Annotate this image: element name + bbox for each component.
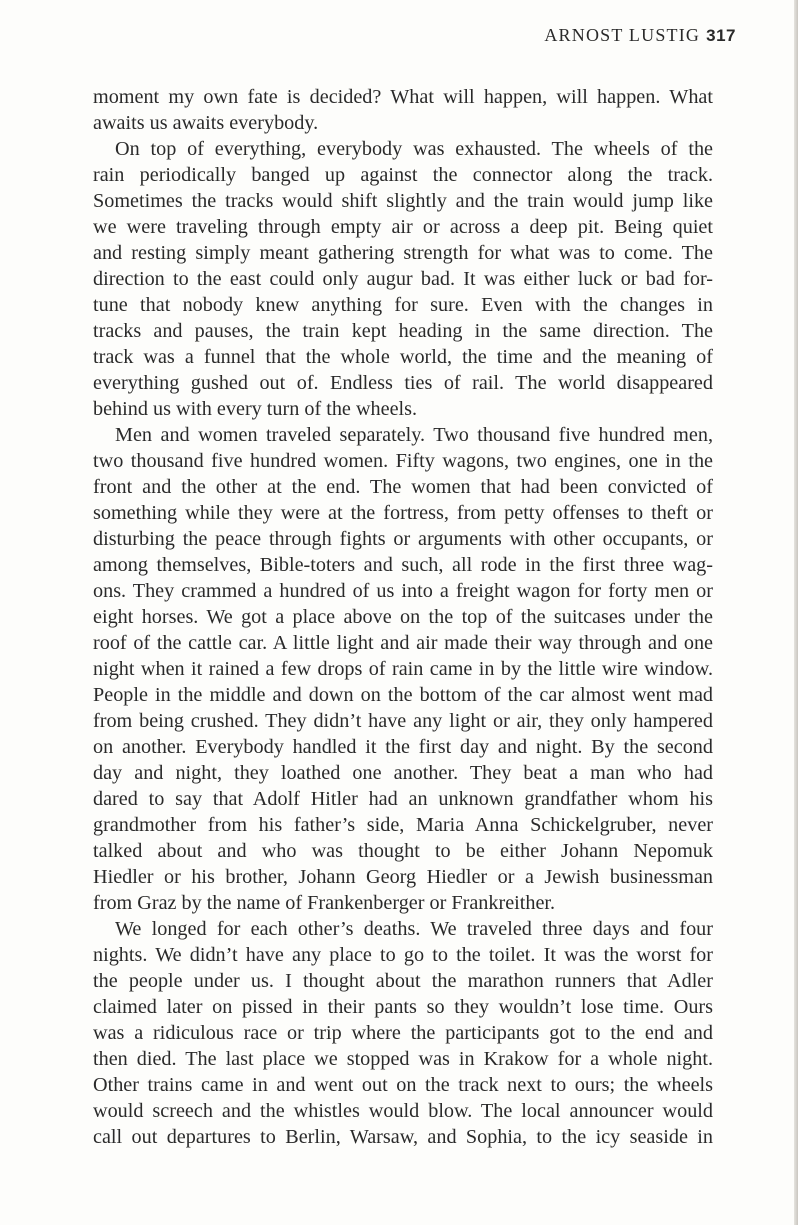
body-text [93, 84, 713, 1150]
text-line: from Graz by the name of Frankenberger or Frankreither. [93, 892, 556, 914]
text-line: claimed later on pissed in their pants so they wouldn’t lose time. Ours [93, 996, 713, 1018]
text-line: from being crushed. They didn’t have any light or air, they only hampered [93, 710, 713, 732]
text-line: nights. We didn’t have any place to go to the toilet. It was the worst for [93, 944, 713, 966]
text-line: tracks and pauses, the train kept heading in the same direction. The [93, 320, 713, 342]
text-line: two thousand five hundred women. Fifty wagons, two engines, one in the [93, 450, 713, 472]
text-line: front and the other at the end. The women that had been convicted of [93, 476, 713, 498]
text-line: on another. Everybody handled it the first day and night. By the second [93, 736, 713, 758]
text-line: everything gushed out of. Endless ties of rail. The world disappeared [93, 372, 713, 394]
text-line: was a ridiculous race or trip where the participants got to the end and [93, 1022, 713, 1044]
text-line: talked about and who was thought to be either Johann Nepomuk [93, 840, 713, 862]
text-line: Other trains came in and went out on the track next to ours; the wheels [93, 1074, 713, 1096]
text-line: On top of everything, everybody was exhausted. The wheels of the [115, 138, 713, 160]
text-line: Sometimes the tracks would shift slightly and the train would jump like [93, 190, 713, 212]
text-line: dared to say that Adolf Hitler had an unknown grandfather whom his [93, 788, 713, 810]
text-line: and resting simply meant gathering strength for what was to come. The [93, 242, 713, 264]
text-line: eight horses. We got a place above on the top of the suitcases under the [93, 606, 713, 628]
text-line: the people under us. I thought about the marathon runners that Adler [93, 970, 713, 992]
text-line: would screech and the whistles would blow. The local announcer would [93, 1100, 713, 1122]
text-line: tune that nobody knew anything for sure. Even with the changes in [93, 294, 713, 316]
page-edge [794, 0, 798, 1225]
author-name: ARNOST LUSTIG [544, 25, 701, 45]
text-line: disturbing the peace through fights or arguments with other occupants, or [93, 528, 713, 550]
text-line: we were traveling through empty air or across a deep pit. Being quiet [93, 216, 713, 238]
text-line: grandmother from his father’s side, Maria Anna Schickelgruber, never [93, 814, 713, 836]
text-line: People in the middle and down on the bottom of the car almost went mad [93, 684, 713, 706]
running-header [430, 25, 736, 46]
paragraph [93, 916, 713, 1150]
text-line: roof of the cattle car. A little light and air made their way through and one [93, 632, 713, 654]
text-line: moment my own fate is decided? What will happen, will happen. What [93, 86, 713, 108]
text-line: We longed for each other’s deaths. We traveled three days and four [115, 918, 713, 940]
text-line: day and night, they loathed one another. They beat a man who had [93, 762, 713, 784]
text-line: something while they were at the fortress, from petty offenses to theft or [93, 502, 713, 524]
paragraph [93, 422, 713, 916]
text-line: among themselves, Bible-toters and such, all rode in the first three wag- [93, 554, 713, 576]
text-line: behind us with every turn of the wheels. [93, 398, 418, 420]
text-line: ons. They crammed a hundred of us into a freight wagon for forty men or [93, 580, 713, 602]
text-line: Men and women traveled separately. Two thousand five hundred men, [115, 424, 713, 446]
text-line: direction to the east could only augur bad. It was either luck or bad for- [93, 268, 713, 290]
text-line: rain periodically banged up against the connector along the track. [93, 164, 713, 186]
text-line: awaits us awaits everybody. [93, 112, 319, 134]
paragraph [93, 136, 713, 422]
text-line: track was a funnel that the whole world, the time and the meaning of [93, 346, 713, 368]
text-line: then died. The last place we stopped was in Krakow for a whole night. [93, 1048, 713, 1070]
page-number: 317 [706, 26, 736, 45]
text-line: Hiedler or his brother, Johann Georg Hiedler or a Jewish businessman [93, 866, 713, 888]
text-line: night when it rained a few drops of rain came in by the little wire window. [93, 658, 713, 680]
paragraph [93, 84, 713, 136]
text-line: call out departures to Berlin, Warsaw, and Sophia, to the icy seaside in [93, 1126, 713, 1148]
